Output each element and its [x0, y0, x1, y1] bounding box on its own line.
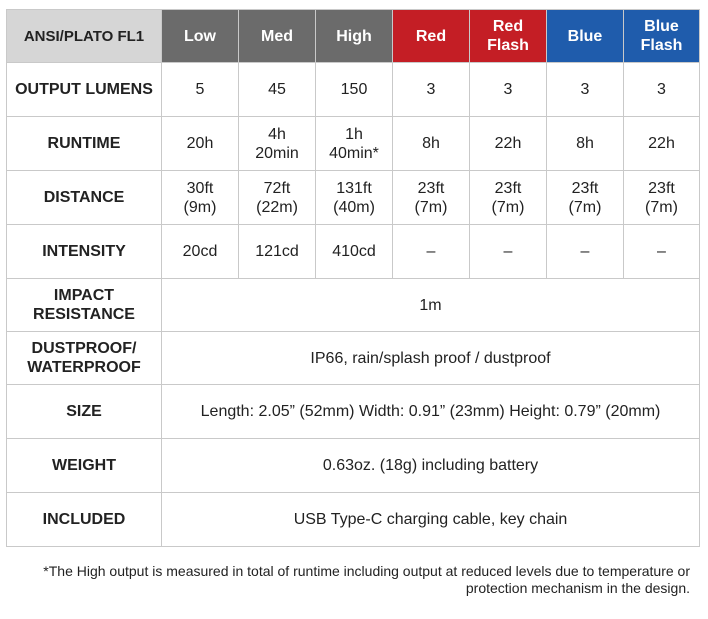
cell-value: 3 — [624, 63, 700, 117]
cell-value: 5 — [162, 63, 239, 117]
footnote — [10, 563, 690, 597]
label-output-lumens: OUTPUT LUMENS — [7, 63, 162, 117]
cell-value: 23ft (7m) — [470, 171, 547, 225]
cell-value: 23ft (7m) — [393, 171, 470, 225]
cell-value: 22h — [470, 117, 547, 171]
cell-value: – — [470, 225, 547, 279]
mode-blue: Blue — [547, 10, 624, 63]
cell-value: 131ft (40m) — [316, 171, 393, 225]
cell-value: 3 — [393, 63, 470, 117]
mode-blue-flash: Blue Flash — [624, 10, 700, 63]
row-included — [7, 493, 700, 547]
cell-value: 20cd — [162, 225, 239, 279]
cell-value: 30ft (9m) — [162, 171, 239, 225]
cell-value: – — [547, 225, 624, 279]
header-row — [7, 10, 700, 63]
cell-value: 0.63oz. (18g) including battery — [162, 439, 700, 493]
cell-value: 150 — [316, 63, 393, 117]
label-included: INCLUDED — [7, 493, 162, 547]
label-distance: DISTANCE — [7, 171, 162, 225]
cell-value: 1m — [162, 279, 700, 332]
cell-value: 23ft (7m) — [547, 171, 624, 225]
label-weight: WEIGHT — [7, 439, 162, 493]
cell-value: 22h — [624, 117, 700, 171]
cell-value: USB Type-C charging cable, key chain — [162, 493, 700, 547]
row-intensity — [7, 225, 700, 279]
footnote-line-2: protection mechanism in the design. — [465, 580, 690, 596]
cell-value: Length: 2.05” (52mm) Width: 0.91” (23mm) Height: 0.79” (20mm) — [162, 385, 700, 439]
model-name: ANSI/PLATO FL1 — [7, 10, 162, 63]
label-intensity: INTENSITY — [7, 225, 162, 279]
row-weight — [7, 439, 700, 493]
cell-value: 410cd — [316, 225, 393, 279]
row-output-lumens — [7, 63, 700, 117]
row-size — [7, 385, 700, 439]
cell-value: 8h — [393, 117, 470, 171]
cell-value: 4h 20min — [239, 117, 316, 171]
cell-value: 8h — [547, 117, 624, 171]
mode-high: High — [316, 10, 393, 63]
cell-value: 121cd — [239, 225, 316, 279]
label-dustproof-waterproof: DUSTPROOF/ WATERPROOF — [7, 332, 162, 385]
label-runtime: RUNTIME — [7, 117, 162, 171]
mode-red: Red — [393, 10, 470, 63]
label-impact-resistance: IMPACT RESISTANCE — [7, 279, 162, 332]
cell-value: – — [624, 225, 700, 279]
spec-table — [6, 9, 700, 547]
row-dustproof-waterproof — [7, 332, 700, 385]
row-distance — [7, 171, 700, 225]
cell-value: 3 — [470, 63, 547, 117]
mode-red-flash: Red Flash — [470, 10, 547, 63]
footnote-line-1: *The High output is measured in total of runtime including output at reduced levels due to temperature or — [43, 563, 690, 579]
cell-value: 23ft (7m) — [624, 171, 700, 225]
mode-med: Med — [239, 10, 316, 63]
label-size: SIZE — [7, 385, 162, 439]
mode-low: Low — [162, 10, 239, 63]
cell-value: – — [393, 225, 470, 279]
cell-value: 45 — [239, 63, 316, 117]
cell-value: 1h 40min* — [316, 117, 393, 171]
row-runtime — [7, 117, 700, 171]
cell-value: 3 — [547, 63, 624, 117]
cell-value: 20h — [162, 117, 239, 171]
row-impact-resistance — [7, 279, 700, 332]
cell-value: 72ft (22m) — [239, 171, 316, 225]
cell-value: IP66, rain/splash proof / dustproof — [162, 332, 700, 385]
